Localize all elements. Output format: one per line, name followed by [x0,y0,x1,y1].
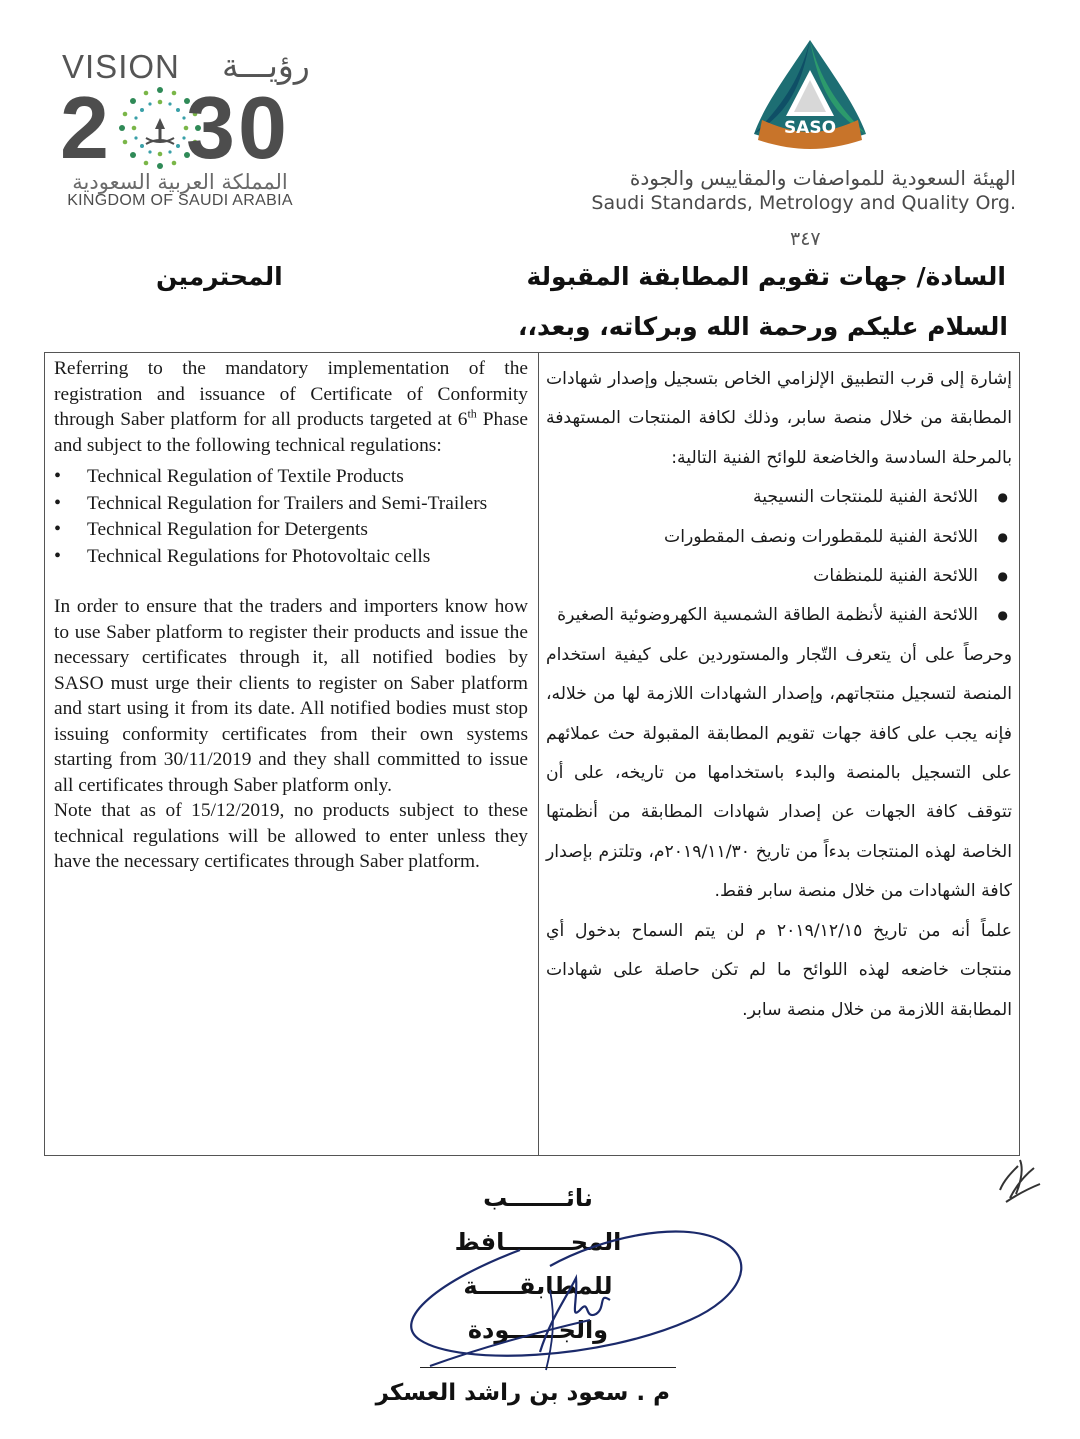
english-intro-end: Phase and subject to the following technical regulations: [54,409,528,456]
list-item: • Technical Regulations for Photovoltaic cells [54,544,528,570]
list-item: ● اللائحة الفنية للمنتجات النسيجية [546,478,1012,517]
list-item: ● اللائحة الفنية للمنظفات [546,557,1012,596]
org-name-english: Saudi Standards, Metrology and Quality Org. [591,192,1016,214]
list-item: • Technical Regulation for Trailers and Semi-Trailers [54,491,528,517]
signatory-name: م . سعود بن راشد العسكر [375,1380,670,1406]
english-column [54,356,528,875]
year-digit: 3 [186,78,235,177]
addressee: السادة/ جهات تقويم المطابقة المقبولة [526,262,1006,291]
signatory-title-line: للمطابقـــــة والجــــــودة [463,1272,613,1344]
arabic-regulation-list [546,478,1012,636]
arabic-paragraph-note: علماً أنه من تاريخ ٢٠١٩/١٢/١٥ م لن يتم السماح بدخول أي منتجات خاضعه لهذه اللوائح ما لم تكن حاصلة على شهادات المطابقة اللازمة من خلال منصة سابر. [546,920,1012,1020]
signatory-title-line: نائـــــــب المحــــــــافظ [454,1184,622,1256]
arabic-column [546,360,1012,1030]
arabic-paragraph-registration: وحرصاً على أن يتعرف التّجار والمستوردين على كيفية استخدام المنصة لتسجيل منتجاتهم، وإصدار الشهادات اللازمة لها من خلاله، فإنه يجب على كافة جهات تقويم المطابقة المقبولة حث عملائهم على التسجيل بالمنصة والبدء باستخدامها من تاريخه، على أن تتوقف كافة الجهات عن إصدار شهادات المطابقة من أنظمتها الخاصة لهذه المنتجات بدءاً من تاريخ ٢٠١٩/١١/٣٠م، وتلتزم بإصدار كافة الشهادات من خلال منصة سابر فقط. [546,644,1012,902]
initials-mark [990,1150,1050,1220]
vision-word-arabic: رؤيـــة [222,46,310,85]
list-item: • Technical Regulation for Detergents [54,517,528,543]
saso-logo [748,36,872,152]
handwritten-signature [400,1170,760,1400]
english-paragraph-registration: In order to ensure that the traders and importers know how to use Saber platform to register their products and issue the necessary certificates through it, all notified bodies by SASO must urge their clients to register on Saber platform and start using it from its date. All notified bodies must stop issuing conformity certificates from their own systems starting from 30/11/2019 and they shall committed to issue all certificates through Saber platform only. [54,596,528,796]
list-item: ● اللائحة الفنية للمقطورات ونصف المقطورات [546,518,1012,557]
list-item: ● اللائحة الفنية لأنظمة الطاقة الشمسية الكهروضوئية الصغيرة [546,596,1012,635]
english-paragraph-note: Note that as of 15/12/2019, no products subject to these technical regulations will be allowed to enter unless they have the necessary certificates through Saber platform. [54,800,528,872]
org-name-arabic: الهيئة السعودية للمواصفات والمقاييس والجودة [629,166,1016,190]
year-2030 [58,80,308,176]
greeting: السلام عليكم ورحمة الله وبركاته، وبعد،، [518,312,1008,341]
saso-logo-text: SASO [783,118,837,138]
english-regulation-list [54,464,528,569]
signature-line [420,1367,676,1368]
vision-word: VISION [62,48,180,85]
column-divider [538,352,539,1156]
year-digit: 0 [238,78,287,177]
honorific: المحترمين [156,262,283,291]
reference-number: ٣٤٧ [790,228,821,250]
ordinal-suffix: th [467,406,477,421]
kingdom-name-english: KINGDOM OF SAUDI ARABIA [67,192,293,209]
kingdom-name-arabic: المملكة العربية السعودية [72,170,288,194]
english-intro [54,356,528,458]
year-digit: 2 [60,78,109,177]
english-intro-text: Referring to the mandatory implementation of the registration and issuance of Certificate of Conformity through Saber platform for all products targeted at 6 [54,358,528,430]
arabic-intro: إشارة إلى قرب التطبيق الإلزامي الخاص بتسجيل وإصدار شهادات المطابقة من خلال منصة سابر، وذلك لكافة المنتجات المستهدفة بالمرحلة السادسة والخاضعة للوائح الفنية التالية: [546,369,1012,468]
list-item: • Technical Regulation of Textile Products [54,464,528,490]
